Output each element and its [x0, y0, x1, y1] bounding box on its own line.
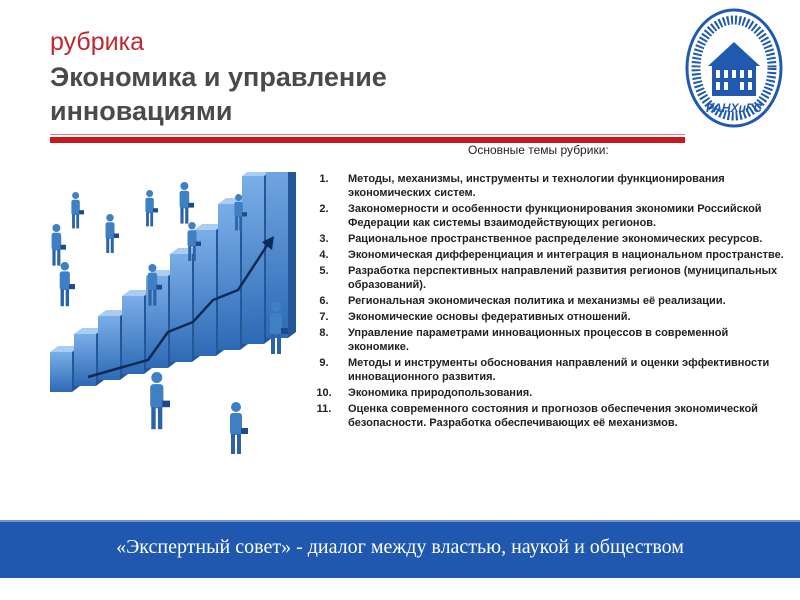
topic-number: 10.	[316, 387, 332, 399]
topic-item	[300, 172, 790, 200]
topic-text: Экономика природопользования.	[348, 387, 533, 399]
topic-number: 1.	[319, 173, 329, 185]
business-person	[180, 182, 194, 224]
business-person	[145, 190, 158, 226]
topics-list	[300, 172, 790, 432]
topic-item	[300, 264, 790, 292]
topic-text: Методы, механизмы, инструменты и технологии функционирования экономических систем.	[348, 173, 725, 199]
topic-text: Закономерности и особенности функционирования экономики Российской Федерации как системы взаимодействующих регионов.	[348, 203, 762, 229]
topic-number: 3.	[319, 233, 329, 245]
topics-heading: Основные темы рубрики:	[468, 143, 609, 157]
topic-number: 5.	[319, 265, 329, 277]
topic-text: Методы и инструменты обоснования направлений и оценки эффективности инновационного развития.	[348, 357, 770, 383]
bar-steps	[50, 172, 296, 392]
business-person	[52, 224, 66, 266]
topic-text: Экономическая дифференциация и интеграция в национальном пространстве.	[348, 249, 784, 261]
business-person	[230, 402, 248, 454]
bar-step	[266, 172, 296, 338]
topic-item	[300, 294, 790, 308]
business-person	[71, 192, 84, 228]
topic-number: 6.	[319, 295, 329, 307]
topic-number: 2.	[319, 203, 329, 215]
topic-text: Управление параметрами инновационных процессов в современной экономике.	[348, 327, 729, 353]
topic-number: 4.	[319, 249, 329, 261]
business-person	[150, 372, 170, 429]
topic-text: Региональная экономическая политика и механизмы её реализации.	[348, 295, 726, 307]
logo-text: РАНХиГС	[706, 101, 762, 115]
divider-line-thin	[50, 134, 685, 135]
topic-text: Рациональное пространственное распределение экономических ресурсов.	[348, 233, 763, 245]
topic-item	[300, 326, 790, 354]
topic-item	[300, 386, 790, 400]
topic-number: 9.	[319, 357, 329, 369]
banner-text: «Экспертный совет» - диалог между властью, наукой и обществом	[116, 536, 684, 558]
topic-item	[300, 232, 790, 246]
page-title: Экономика и управление инновациями	[50, 62, 387, 126]
business-person	[106, 214, 120, 253]
topic-item	[300, 310, 790, 324]
topic-text: Оценка современного состояния и прогнозов обеспечения экономической безопасности. Разработка обеспечивающих её механизмов.	[348, 403, 758, 429]
topic-number: 11.	[316, 403, 332, 415]
business-person	[60, 262, 75, 306]
topic-number: 7.	[319, 311, 329, 323]
topic-item	[300, 356, 790, 384]
business-growth-illustration	[28, 172, 300, 472]
topic-number: 8.	[319, 327, 329, 339]
ranepa-logo	[684, 8, 784, 132]
topic-item	[300, 248, 790, 262]
topic-text: Разработка перспективных направлений развития регионов (муниципальных образований).	[348, 265, 778, 291]
rubric-label: рубрика	[50, 28, 144, 56]
topic-item	[300, 202, 790, 230]
topic-item	[300, 402, 790, 430]
topic-text: Экономические основы федеративных отношений.	[348, 311, 631, 323]
